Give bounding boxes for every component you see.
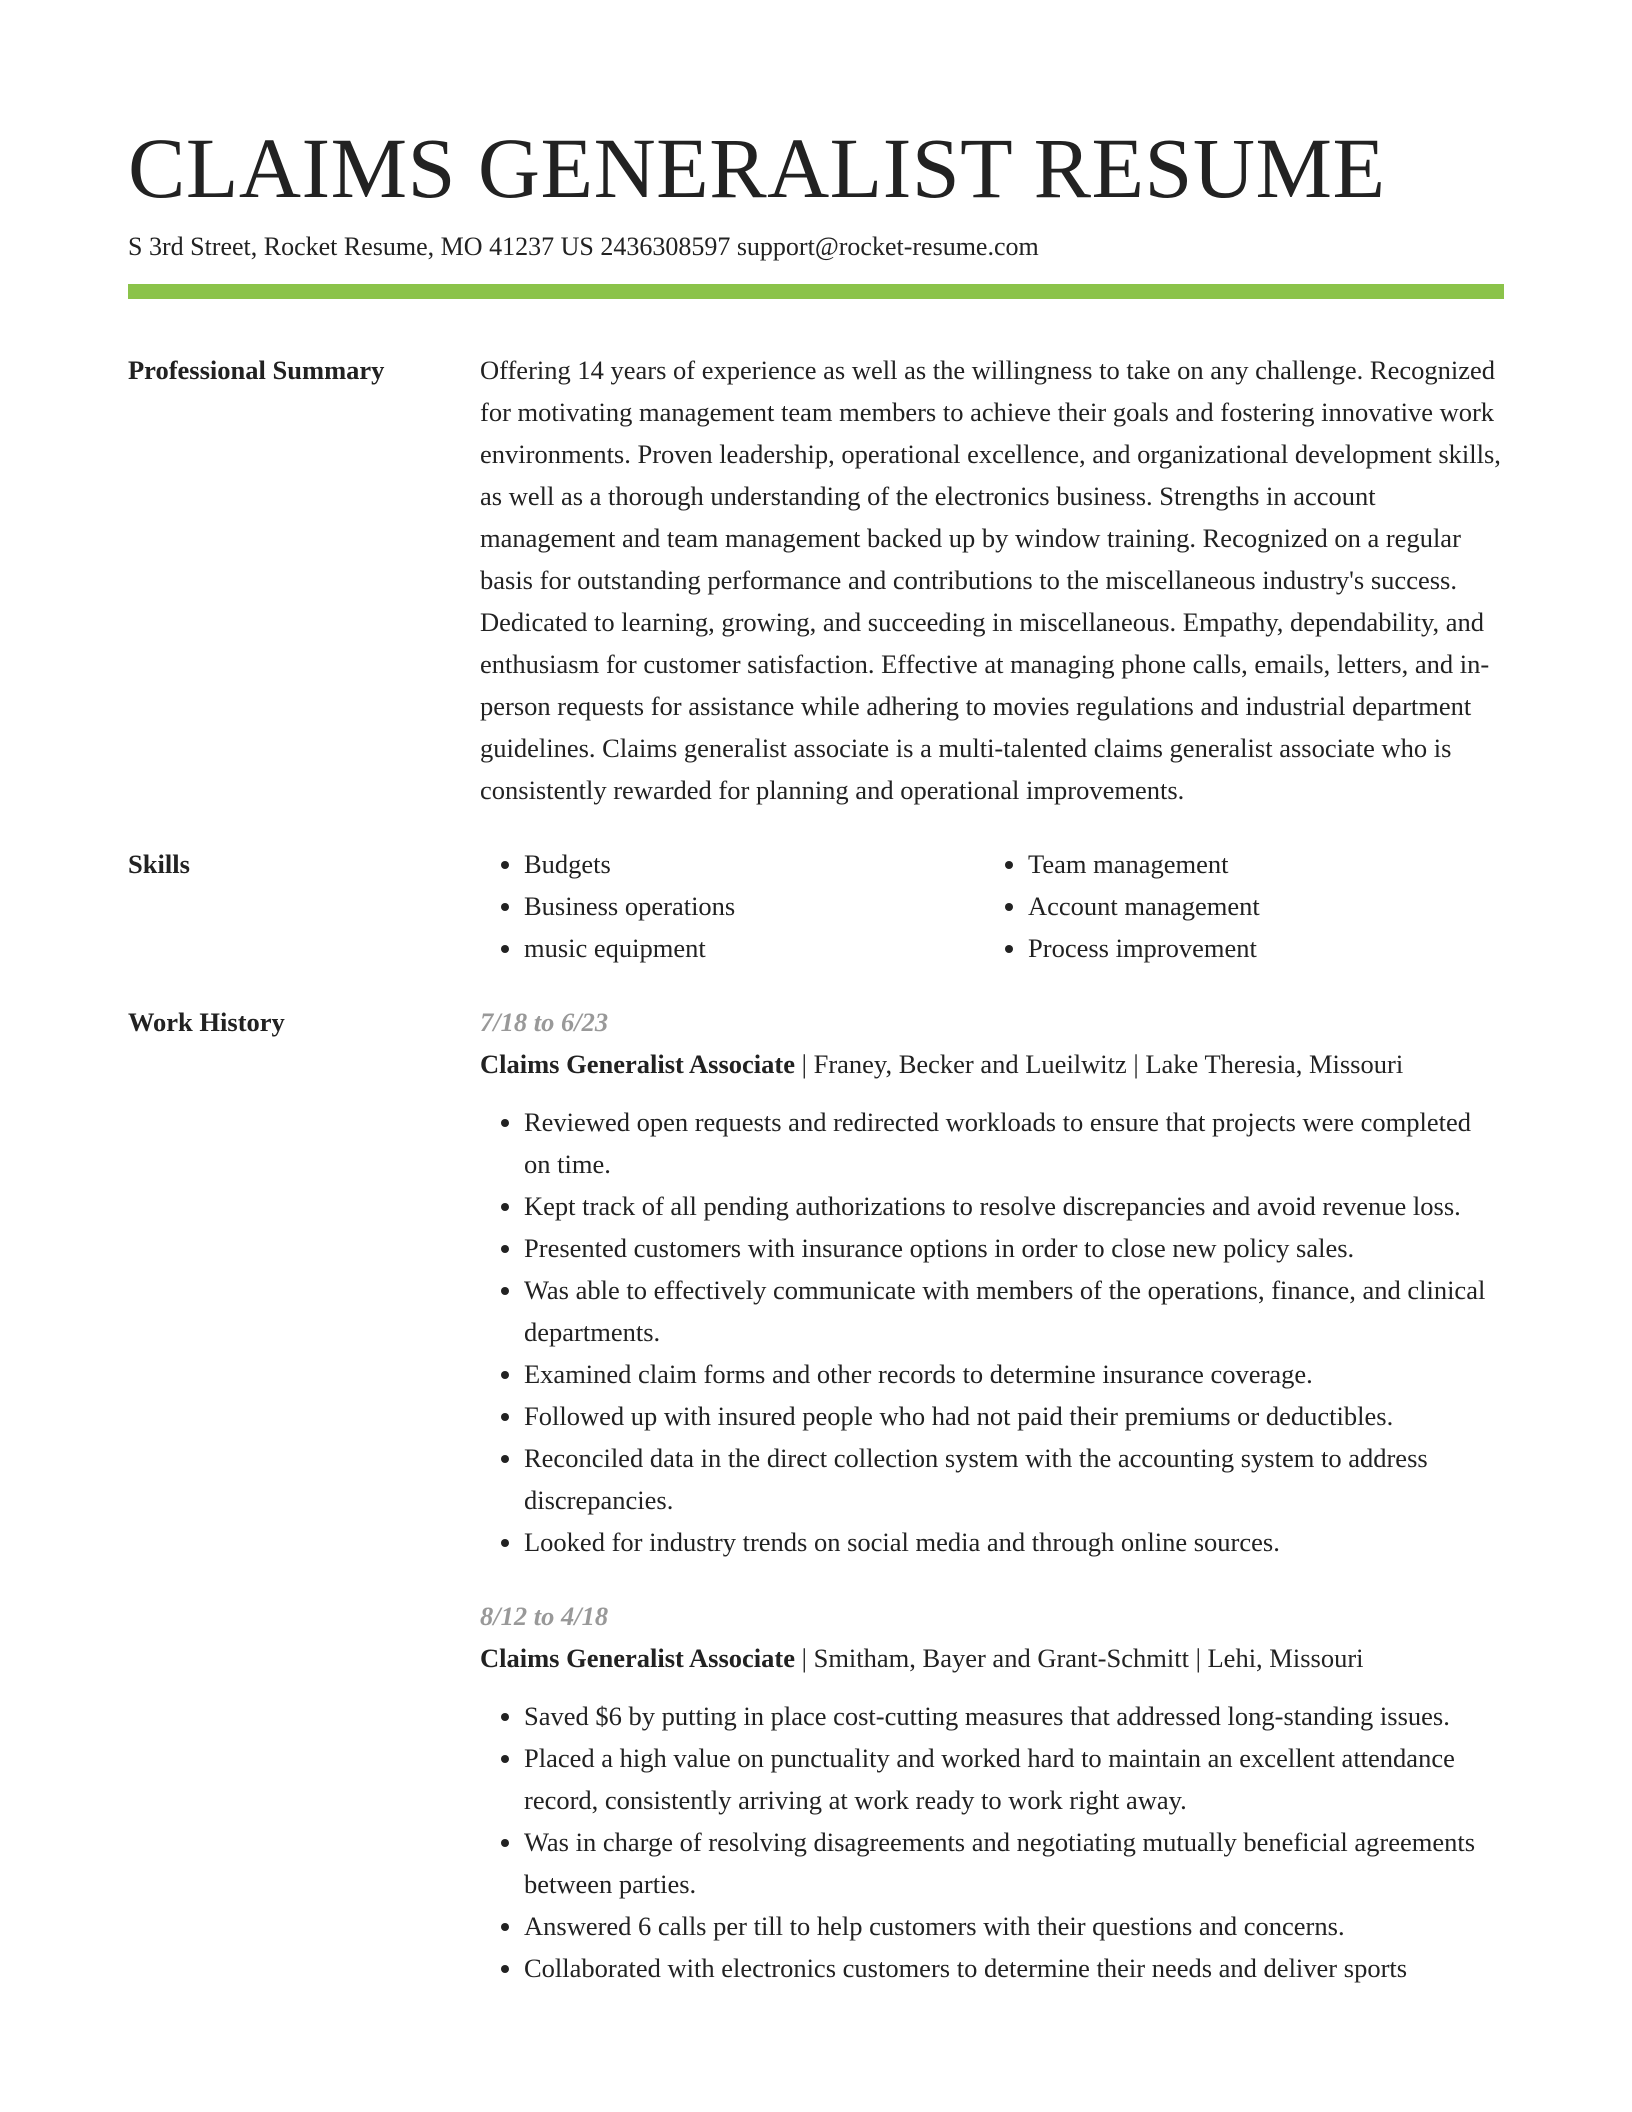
skill-item: • Business operations bbox=[524, 885, 984, 927]
skill-item: • Team management bbox=[1028, 843, 1488, 885]
job-bullet: • Placed a high value on punctuality and worked hard to maintain an excellent attendance record, consistently arriving at work ready to work right away. bbox=[524, 1737, 1504, 1821]
job-bullet: • Kept track of all pending authorizations to resolve discrepancies and avoid revenue loss. bbox=[524, 1185, 1504, 1227]
skills-grid bbox=[480, 843, 1504, 969]
job-title: Claims Generalist Associate bbox=[480, 1643, 796, 1673]
job-dates: 7/18 to 6/23 bbox=[480, 1007, 609, 1037]
separator: | bbox=[1195, 1643, 1208, 1673]
job-bullet: • Was able to effectively communicate with members of the operations, finance, and clinical departments. bbox=[524, 1269, 1504, 1353]
job-title: Claims Generalist Associate bbox=[480, 1049, 796, 1079]
skill-item: • music equipment bbox=[524, 927, 984, 969]
job-bullet: • Collaborated with electronics customers to determine their needs and deliver sports bbox=[524, 1947, 1504, 1989]
contact-line bbox=[128, 230, 1504, 264]
summary-text: Offering 14 years of experience as well as the willingness to take on any challenge. Recognized for motivating management team members to achieve their goals and fostering innovative work environments. Proven leadership, operational excellence, and organizational development skills, as well as a thorough understanding of the electronics business. Strengths in account management and team management backed up by window training. Recognized on a regular basis for outstanding performance and contributions to the miscellaneous industry's success. Dedicated to learning, growing, and succeeding in miscellaneous. Empathy, dependability, and enthusiasm for customer satisfaction. Effective at managing phone calls, emails, letters, and in-person requests for assistance while adhering to movies regulations and industrial department guidelines. Claims generalist associate is a multi-talented claims generalist associate who is consistently rewarded for planning and operational improvements. bbox=[480, 355, 1501, 805]
job-location: Lake Theresia, Missouri bbox=[1145, 1049, 1404, 1079]
separator: | bbox=[1133, 1049, 1146, 1079]
professional-summary-section bbox=[128, 349, 1504, 811]
job-dates: 8/12 to 4/18 bbox=[480, 1601, 609, 1631]
section-heading-skills: Skills bbox=[128, 849, 190, 879]
contact-phone: 2436308597 bbox=[600, 232, 731, 261]
job-bullet: • Followed up with insured people who had not paid their premiums or deductibles. bbox=[524, 1395, 1504, 1437]
skill-item: • Process improvement bbox=[1028, 927, 1488, 969]
skills-section bbox=[128, 843, 1504, 969]
job-bullet: • Looked for industry trends on social media and through online sources. bbox=[524, 1521, 1504, 1563]
resume-title: CLAIMS GENERALIST RESUME bbox=[128, 120, 1386, 216]
separator: | bbox=[801, 1643, 814, 1673]
job-bullet: • Examined claim forms and other records to determine insurance coverage. bbox=[524, 1353, 1504, 1395]
skills-list-right bbox=[984, 843, 1488, 969]
job-location: Lehi, Missouri bbox=[1207, 1643, 1364, 1673]
job-heading bbox=[480, 1043, 1504, 1085]
section-heading-summary: Professional Summary bbox=[128, 355, 385, 385]
header-divider bbox=[128, 284, 1504, 299]
work-history-section bbox=[128, 1001, 1504, 1989]
skills-list-left bbox=[480, 843, 984, 969]
contact-address: S 3rd Street, Rocket Resume, MO 41237 US bbox=[128, 232, 594, 261]
job-bullet: • Presented customers with insurance options in order to close new policy sales. bbox=[524, 1227, 1504, 1269]
resume-page bbox=[128, 0, 1504, 1989]
job-bullet: • Reviewed open requests and redirected workloads to ensure that projects were completed on time. bbox=[524, 1101, 1504, 1185]
job-bullet: • Reconciled data in the direct collection system with the accounting system to address discrepancies. bbox=[524, 1437, 1504, 1521]
contact-email: support@rocket-resume.com bbox=[736, 232, 1039, 261]
job-bullet: • Was in charge of resolving disagreements and negotiating mutually beneficial agreements between parties. bbox=[524, 1821, 1504, 1905]
skill-item: • Account management bbox=[1028, 885, 1488, 927]
job-bullet: • Answered 6 calls per till to help customers with their questions and concerns. bbox=[524, 1905, 1504, 1947]
job-bullet: • Saved $6 by putting in place cost-cutting measures that addressed long-standing issues. bbox=[524, 1695, 1504, 1737]
job-bullet-list bbox=[480, 1695, 1504, 1989]
job-bullet-list bbox=[480, 1101, 1504, 1563]
job-company: Franey, Becker and Lueilwitz bbox=[813, 1049, 1127, 1079]
section-heading-work: Work History bbox=[128, 1007, 285, 1037]
job-entry bbox=[480, 1595, 1504, 1989]
separator: | bbox=[801, 1049, 814, 1079]
job-entry bbox=[480, 1001, 1504, 1563]
skill-item: • Budgets bbox=[524, 843, 984, 885]
job-heading bbox=[480, 1637, 1504, 1679]
job-company: Smitham, Bayer and Grant-Schmitt bbox=[813, 1643, 1189, 1673]
